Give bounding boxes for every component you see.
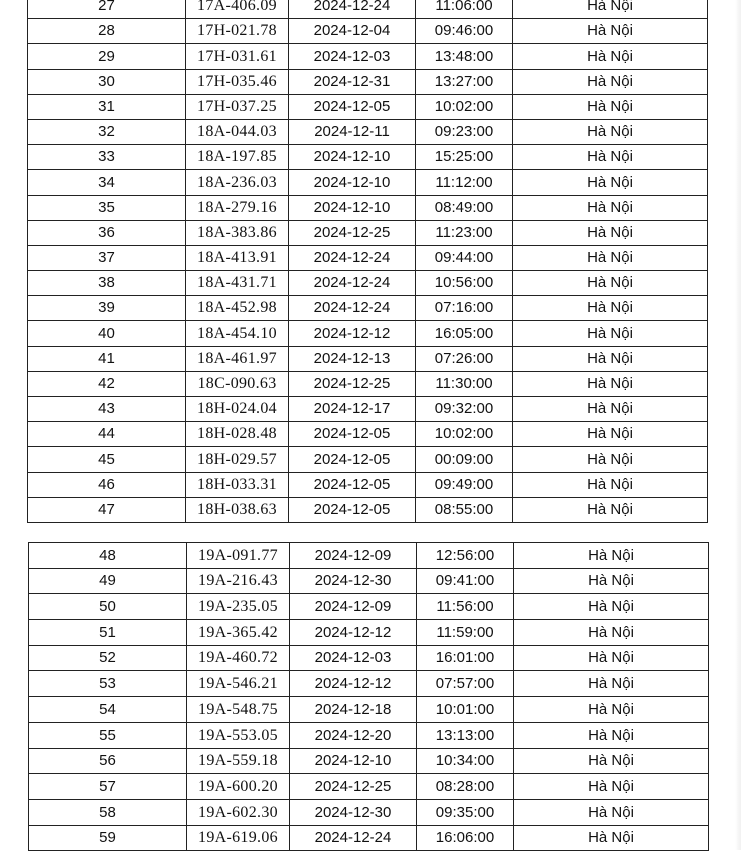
cell-plate: 18C-090.63 (186, 371, 289, 396)
cell-stt: 32 (28, 119, 186, 144)
cell-date: 2024-12-10 (289, 145, 416, 170)
cell-plate: 17H-037.25 (186, 94, 289, 119)
cell-plate: 19A-091.77 (187, 543, 290, 569)
cell-time: 12:56:00 (417, 543, 514, 569)
cell-plate: 19A-548.75 (187, 697, 290, 723)
cell-plate: 19A-559.18 (187, 748, 290, 774)
table-row (28, 346, 708, 371)
cell-plate: 18H-038.63 (186, 497, 289, 522)
table-row (28, 0, 708, 19)
cell-time: 11:06:00 (416, 0, 513, 19)
cell-stt: 34 (28, 170, 186, 195)
cell-stt: 51 (29, 620, 187, 646)
cell-location: Hà Nội (513, 371, 708, 396)
cell-stt: 31 (28, 94, 186, 119)
cell-time: 09:35:00 (417, 799, 514, 825)
cell-date: 2024-12-03 (289, 44, 416, 69)
table-row (29, 697, 709, 723)
cell-plate: 19A-235.05 (187, 594, 290, 620)
cell-time: 07:16:00 (416, 296, 513, 321)
cell-location: Hà Nội (514, 825, 709, 851)
cell-location: Hà Nội (513, 447, 708, 472)
table-body-bottom (29, 543, 709, 851)
cell-location: Hà Nội (514, 543, 709, 569)
cell-stt: 58 (29, 799, 187, 825)
cell-location: Hà Nội (513, 422, 708, 447)
cell-stt: 36 (28, 220, 186, 245)
cell-plate: 18A-279.16 (186, 195, 289, 220)
table-body-top (28, 0, 708, 522)
table-row (28, 271, 708, 296)
cell-time: 11:59:00 (417, 620, 514, 646)
cell-location: Hà Nội (513, 19, 708, 44)
cell-time: 10:01:00 (417, 697, 514, 723)
cell-location: Hà Nội (513, 145, 708, 170)
cell-date: 2024-12-04 (289, 19, 416, 44)
cell-stt: 33 (28, 145, 186, 170)
cell-date: 2024-12-30 (290, 799, 417, 825)
table-row (29, 645, 709, 671)
table-row (28, 296, 708, 321)
cell-date: 2024-12-12 (289, 321, 416, 346)
table-row (28, 44, 708, 69)
cell-location: Hà Nội (514, 671, 709, 697)
cell-date: 2024-12-25 (289, 220, 416, 245)
cell-date: 2024-12-24 (290, 825, 417, 851)
cell-time: 11:23:00 (416, 220, 513, 245)
table-row (28, 19, 708, 44)
cell-date: 2024-12-03 (290, 645, 417, 671)
cell-stt: 56 (29, 748, 187, 774)
cell-stt: 40 (28, 321, 186, 346)
cell-stt: 27 (28, 0, 186, 19)
cell-location: Hà Nội (513, 94, 708, 119)
table-row (29, 671, 709, 697)
cell-date: 2024-12-24 (289, 0, 416, 19)
cell-time: 09:41:00 (417, 568, 514, 594)
cell-location: Hà Nội (514, 774, 709, 800)
cell-location: Hà Nội (513, 497, 708, 522)
table-row (29, 722, 709, 748)
table-row (29, 825, 709, 851)
cell-plate: 19A-460.72 (187, 645, 290, 671)
cell-location: Hà Nội (513, 245, 708, 270)
cell-location: Hà Nội (513, 170, 708, 195)
cell-stt: 45 (28, 447, 186, 472)
violation-table-bottom (28, 542, 709, 851)
cell-date: 2024-12-09 (290, 543, 417, 569)
cell-stt: 57 (29, 774, 187, 800)
table-row (28, 220, 708, 245)
table-row (29, 774, 709, 800)
cell-location: Hà Nội (513, 220, 708, 245)
cell-date: 2024-12-05 (289, 497, 416, 522)
cell-stt: 47 (28, 497, 186, 522)
cell-stt: 42 (28, 371, 186, 396)
cell-date: 2024-12-25 (290, 774, 417, 800)
cell-time: 08:28:00 (417, 774, 514, 800)
cell-time: 07:26:00 (416, 346, 513, 371)
cell-stt: 52 (29, 645, 187, 671)
cell-location: Hà Nội (513, 69, 708, 94)
cell-location: Hà Nội (513, 472, 708, 497)
cell-time: 09:46:00 (416, 19, 513, 44)
cell-date: 2024-12-05 (289, 94, 416, 119)
cell-stt: 53 (29, 671, 187, 697)
cell-stt: 43 (28, 397, 186, 422)
cell-plate: 18A-383.86 (186, 220, 289, 245)
cell-stt: 55 (29, 722, 187, 748)
cell-stt: 54 (29, 697, 187, 723)
table-row (28, 245, 708, 270)
cell-date: 2024-12-20 (290, 722, 417, 748)
cell-date: 2024-12-25 (289, 371, 416, 396)
table-row (28, 69, 708, 94)
cell-date: 2024-12-05 (289, 447, 416, 472)
cell-location: Hà Nội (514, 799, 709, 825)
cell-plate: 19A-600.20 (187, 774, 290, 800)
cell-plate: 18A-197.85 (186, 145, 289, 170)
cell-stt: 30 (28, 69, 186, 94)
cell-date: 2024-12-24 (289, 245, 416, 270)
cell-location: Hà Nội (513, 296, 708, 321)
cell-date: 2024-12-05 (289, 472, 416, 497)
cell-location: Hà Nội (513, 397, 708, 422)
cell-location: Hà Nội (513, 119, 708, 144)
table-row (28, 371, 708, 396)
cell-plate: 18A-236.03 (186, 170, 289, 195)
cell-stt: 38 (28, 271, 186, 296)
cell-location: Hà Nội (514, 568, 709, 594)
cell-location: Hà Nội (513, 346, 708, 371)
table-row (29, 568, 709, 594)
cell-date: 2024-12-18 (290, 697, 417, 723)
cell-location: Hà Nội (514, 620, 709, 646)
cell-time: 11:30:00 (416, 371, 513, 396)
cell-plate: 17A-406.09 (186, 0, 289, 19)
cell-time: 08:49:00 (416, 195, 513, 220)
cell-stt: 35 (28, 195, 186, 220)
cell-date: 2024-12-24 (289, 296, 416, 321)
cell-date: 2024-12-13 (289, 346, 416, 371)
table-row (29, 594, 709, 620)
cell-plate: 19A-546.21 (187, 671, 290, 697)
cell-time: 09:32:00 (416, 397, 513, 422)
cell-date: 2024-12-31 (289, 69, 416, 94)
cell-plate: 19A-619.06 (187, 825, 290, 851)
cell-time: 10:56:00 (416, 271, 513, 296)
cell-plate: 18A-461.97 (186, 346, 289, 371)
table-row (28, 497, 708, 522)
cell-plate: 19A-216.43 (187, 568, 290, 594)
cell-stt: 37 (28, 245, 186, 270)
cell-location: Hà Nội (513, 0, 708, 19)
cell-date: 2024-12-11 (289, 119, 416, 144)
cell-location: Hà Nội (514, 697, 709, 723)
cell-time: 11:56:00 (417, 594, 514, 620)
cell-plate: 18H-033.31 (186, 472, 289, 497)
cell-location: Hà Nội (513, 321, 708, 346)
cell-date: 2024-12-12 (290, 620, 417, 646)
cell-plate: 18H-024.04 (186, 397, 289, 422)
cell-location: Hà Nội (513, 44, 708, 69)
table-row (28, 119, 708, 144)
cell-time: 16:05:00 (416, 321, 513, 346)
table-row (28, 472, 708, 497)
cell-stt: 50 (29, 594, 187, 620)
cell-plate: 18A-431.71 (186, 271, 289, 296)
cell-stt: 29 (28, 44, 186, 69)
table-row (28, 170, 708, 195)
cell-stt: 44 (28, 422, 186, 447)
cell-time: 09:49:00 (416, 472, 513, 497)
cell-time: 10:02:00 (416, 422, 513, 447)
table-row (28, 145, 708, 170)
table-row (28, 94, 708, 119)
cell-stt: 59 (29, 825, 187, 851)
cell-date: 2024-12-10 (290, 748, 417, 774)
table-row (29, 620, 709, 646)
cell-time: 09:23:00 (416, 119, 513, 144)
cell-location: Hà Nội (514, 645, 709, 671)
cell-plate: 18H-029.57 (186, 447, 289, 472)
violation-table-top (27, 0, 708, 523)
table-row (28, 397, 708, 422)
cell-stt: 28 (28, 19, 186, 44)
cell-time: 08:55:00 (416, 497, 513, 522)
cell-time: 10:02:00 (416, 94, 513, 119)
table-row (29, 799, 709, 825)
cell-date: 2024-12-17 (289, 397, 416, 422)
cell-date: 2024-12-30 (290, 568, 417, 594)
cell-location: Hà Nội (514, 594, 709, 620)
cell-plate: 18A-044.03 (186, 119, 289, 144)
cell-plate: 17H-035.46 (186, 69, 289, 94)
cell-date: 2024-12-10 (289, 170, 416, 195)
cell-plate: 19A-553.05 (187, 722, 290, 748)
cell-stt: 41 (28, 346, 186, 371)
cell-time: 15:25:00 (416, 145, 513, 170)
cell-plate: 17H-031.61 (186, 44, 289, 69)
cell-stt: 49 (29, 568, 187, 594)
cell-time: 13:48:00 (416, 44, 513, 69)
cell-time: 13:27:00 (416, 69, 513, 94)
cell-time: 07:57:00 (417, 671, 514, 697)
table-row (29, 748, 709, 774)
cell-time: 10:34:00 (417, 748, 514, 774)
cell-plate: 19A-602.30 (187, 799, 290, 825)
cell-plate: 19A-365.42 (187, 620, 290, 646)
cell-date: 2024-12-10 (289, 195, 416, 220)
cell-date: 2024-12-05 (289, 422, 416, 447)
cell-time: 13:13:00 (417, 722, 514, 748)
cell-time: 16:06:00 (417, 825, 514, 851)
cell-date: 2024-12-12 (290, 671, 417, 697)
cell-location: Hà Nội (513, 271, 708, 296)
page-edge-shadow (735, 0, 741, 850)
cell-time: 11:12:00 (416, 170, 513, 195)
cell-plate: 17H-021.78 (186, 19, 289, 44)
cell-location: Hà Nội (513, 195, 708, 220)
table-row (28, 195, 708, 220)
table-row (28, 447, 708, 472)
cell-time: 09:44:00 (416, 245, 513, 270)
cell-stt: 46 (28, 472, 186, 497)
cell-date: 2024-12-24 (289, 271, 416, 296)
cell-location: Hà Nội (514, 722, 709, 748)
cell-plate: 18A-452.98 (186, 296, 289, 321)
cell-time: 00:09:00 (416, 447, 513, 472)
cell-plate: 18H-028.48 (186, 422, 289, 447)
cell-stt: 48 (29, 543, 187, 569)
cell-plate: 18A-454.10 (186, 321, 289, 346)
cell-location: Hà Nội (514, 748, 709, 774)
cell-time: 16:01:00 (417, 645, 514, 671)
table-row (29, 543, 709, 569)
table-row (28, 422, 708, 447)
cell-date: 2024-12-09 (290, 594, 417, 620)
cell-plate: 18A-413.91 (186, 245, 289, 270)
table-row (28, 321, 708, 346)
cell-stt: 39 (28, 296, 186, 321)
